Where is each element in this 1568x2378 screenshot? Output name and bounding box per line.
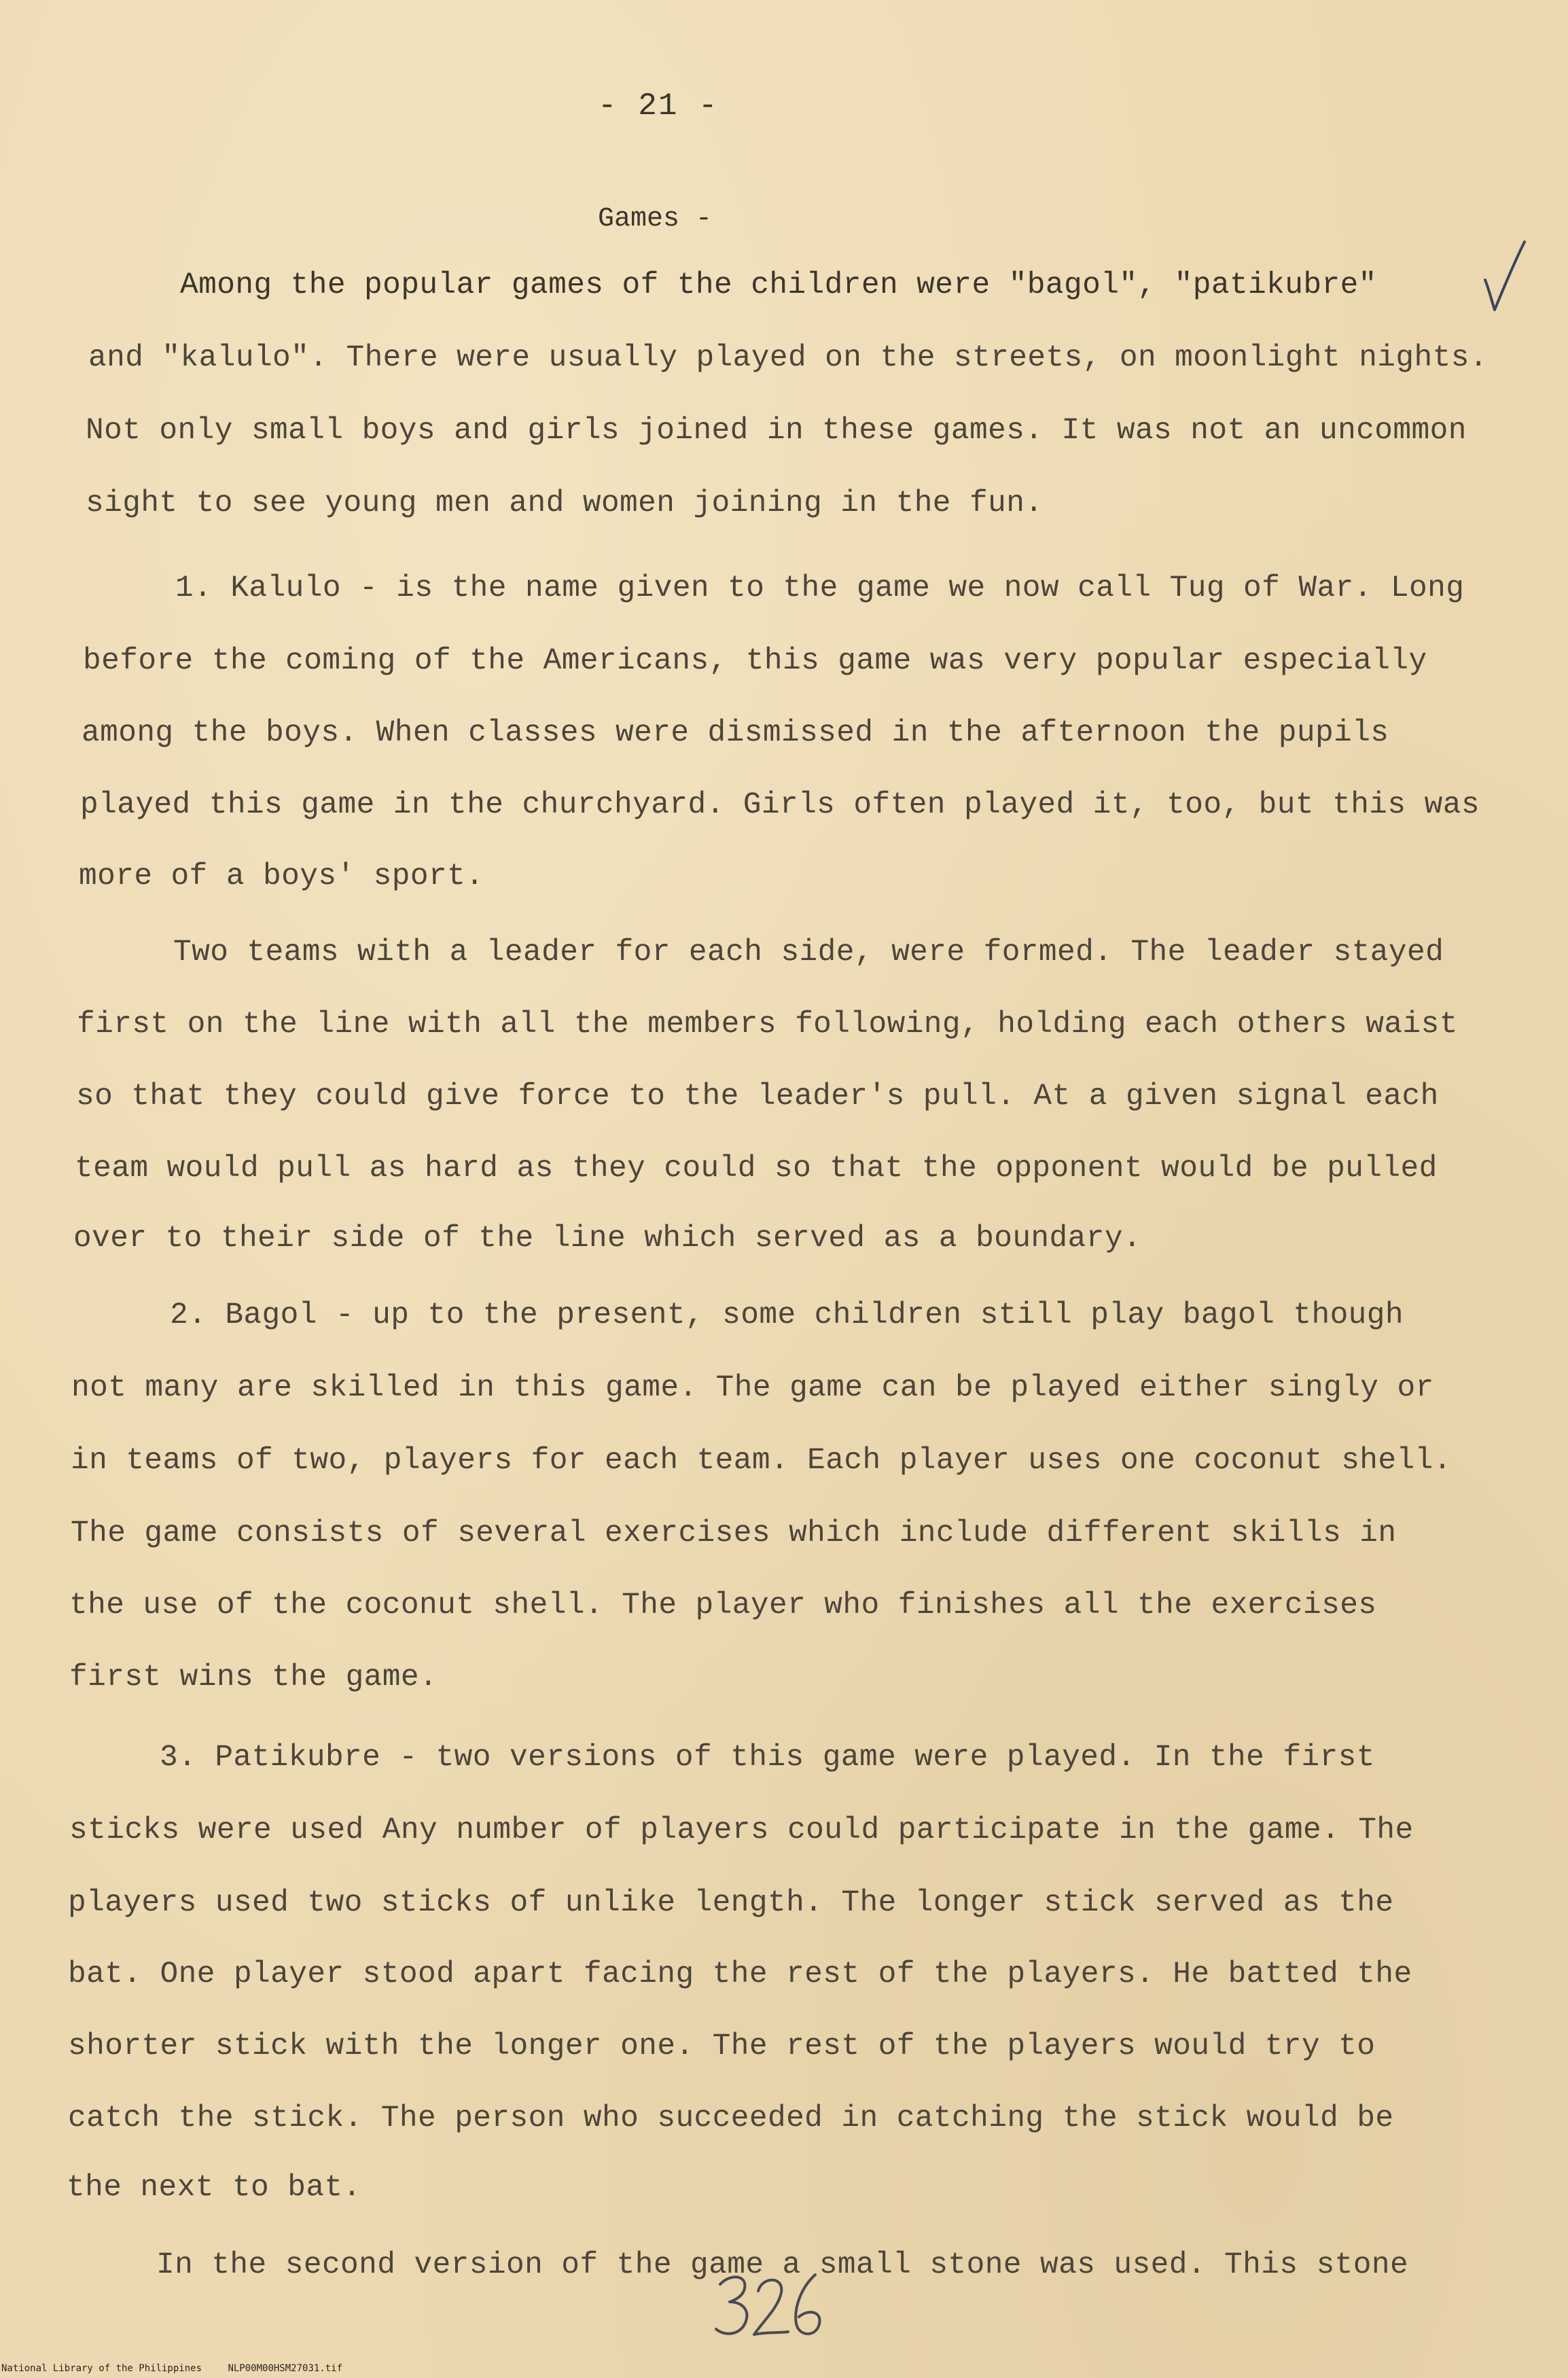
- text-line: 3. Patikubre - two versions of this game were played. In the first: [160, 1741, 1375, 1775]
- text-line: first on the line with all the members following, holding each others waist: [77, 1008, 1458, 1042]
- text-line: 2. Bagol - up to the present, some children still play bagol though: [170, 1298, 1404, 1332]
- text-line: among the boys. When classes were dismissed in the afternoon the pupils: [82, 716, 1389, 750]
- text-line: Not only small boys and girls joined in these games. It was not an uncommon: [86, 414, 1467, 448]
- footer-library: National Library of the Philippines: [1, 2363, 202, 2374]
- text-line: the use of the coconut shell. The player who finishes all the exercises: [69, 1589, 1377, 1622]
- text-line: sight to see young men and women joining in the fun.: [86, 486, 1044, 520]
- checkmark-icon: [1480, 239, 1527, 314]
- text-line: catch the stick. The person who succeeded in catching the stick would be: [68, 2101, 1394, 2135]
- text-line: team would pull as hard as they could so that the opponent would be pulled: [75, 1152, 1438, 1186]
- text-line: and "kalulo". There were usually played on the streets, on moonlight nights.: [88, 341, 1488, 375]
- text-line: the next to bat.: [67, 2171, 361, 2205]
- footer: [1, 2363, 363, 2374]
- page-number: - 21 -: [598, 88, 719, 124]
- text-line: The game consists of several exercises which include different skills in: [71, 1516, 1397, 1550]
- text-line: before the coming of the Americans, this game was very popular especially: [83, 644, 1427, 678]
- text-line: in teams of two, players for each team. Each player uses one coconut shell.: [71, 1444, 1452, 1478]
- text-line: bat. One player stood apart facing the rest of the players. He batted the: [68, 1957, 1412, 1991]
- text-line: Among the popular games of the children were "bagol", "patikubre": [180, 268, 1377, 302]
- text-line: shorter stick with the longer one. The rest of the players would try to: [68, 2029, 1376, 2063]
- text-line: players used two sticks of unlike length. The longer stick served as the: [68, 1886, 1394, 1920]
- text-line: sticks were used Any number of players could participate in the game. The: [69, 1813, 1414, 1847]
- text-line: Two teams with a leader for each side, were formed. The leader stayed: [173, 936, 1444, 970]
- section-title: Games -: [598, 204, 713, 234]
- text-line: so that they could give force to the leader's pull. At a given signal each: [76, 1080, 1439, 1114]
- text-line: first wins the game.: [69, 1661, 438, 1694]
- handwritten-page-number: [713, 2269, 829, 2344]
- text-line: not many are skilled in this game. The game can be played either singly or: [71, 1371, 1434, 1405]
- text-line: In the second version of the game a small stone was used. This stone: [156, 2248, 1409, 2282]
- footer-file: NLP00M00HSM27031.tif: [228, 2363, 343, 2374]
- text-line: more of a boys' sport.: [79, 859, 484, 893]
- text-line: over to their side of the line which served as a boundary.: [73, 1222, 1142, 1256]
- text-line: played this game in the churchyard. Girls often played it, too, but this was: [80, 788, 1480, 822]
- text-line: 1. Kalulo - is the name given to the game we now call Tug of War. Long: [175, 571, 1465, 605]
